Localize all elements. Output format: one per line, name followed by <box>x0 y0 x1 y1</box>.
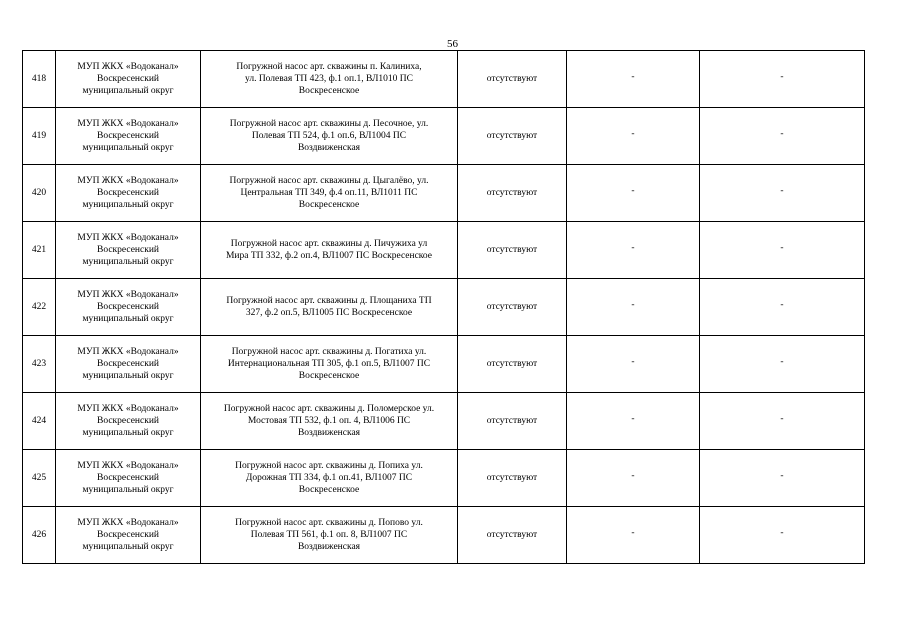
column-6-value: - <box>780 471 784 481</box>
organization-line: Воскресенский <box>97 530 159 540</box>
equipment-table <box>22 50 865 564</box>
table-body <box>23 51 865 564</box>
table-row <box>23 108 865 165</box>
object-line: Полевая ТП 561, ф.1 оп. 8, ВЛ1007 ПС <box>250 530 408 540</box>
status-cell: отсутствуют <box>458 336 567 393</box>
column-5-cell <box>567 108 700 165</box>
column-6-value: - <box>780 357 784 367</box>
object-line: Погружной насос арт. скважины п. Калиниха, <box>236 62 422 72</box>
object-cell <box>201 336 458 393</box>
organization-cell <box>56 450 201 507</box>
column-6-value: - <box>780 129 784 139</box>
row-number: 423 <box>23 336 56 393</box>
column-6-value: - <box>780 414 784 424</box>
column-6-cell <box>700 450 865 507</box>
column-5-cell <box>567 336 700 393</box>
column-6-value: - <box>780 72 784 82</box>
organization-line: МУП ЖКХ «Водоканал» <box>77 62 179 72</box>
organization-line: муниципальный округ <box>82 428 174 438</box>
table-row <box>23 450 865 507</box>
object-line: Полевая ТП 524, ф.1 оп.6, ВЛ1004 ПС <box>251 131 407 141</box>
column-5-cell <box>567 393 700 450</box>
column-6-cell <box>700 393 865 450</box>
object-line: Мира ТП 332, ф.2 оп.4, ВЛ1007 ПС Воскресенское <box>225 251 433 261</box>
object-line: Воскресенское <box>298 485 360 495</box>
column-5-cell <box>567 507 700 564</box>
object-line: Воскресенское <box>298 86 360 96</box>
status-cell: отсутствуют <box>458 507 567 564</box>
table-row <box>23 279 865 336</box>
column-6-value: - <box>780 528 784 538</box>
row-number: 420 <box>23 165 56 222</box>
organization-line: МУП ЖКХ «Водоканал» <box>77 518 179 528</box>
object-cell <box>201 507 458 564</box>
object-line: Погружной насос арт. скважины д. Площаниха ТП <box>226 296 432 306</box>
column-6-cell <box>700 51 865 108</box>
object-line: Погружной насос арт. скважины д. Пичужиха ул <box>230 239 428 249</box>
table-row <box>23 507 865 564</box>
organization-line: МУП ЖКХ «Водоканал» <box>77 176 179 186</box>
column-5-value: - <box>631 357 635 367</box>
column-5-value: - <box>631 414 635 424</box>
object-line: Погружной насос арт. скважины д. Поломерское ул. <box>223 404 435 414</box>
object-cell <box>201 108 458 165</box>
object-line: Интернациональная ТП 305, ф.1 оп.5, ВЛ1007 ПС <box>227 359 431 369</box>
row-number: 426 <box>23 507 56 564</box>
organization-line: Воскресенский <box>97 74 159 84</box>
object-line: 327, ф.2 оп.5, ВЛ1005 ПС Воскресенское <box>245 308 413 318</box>
object-line: Воздвиженская <box>297 143 361 153</box>
row-number: 418 <box>23 51 56 108</box>
status-cell: отсутствуют <box>458 222 567 279</box>
organization-line: МУП ЖКХ «Водоканал» <box>77 404 179 414</box>
table-row <box>23 165 865 222</box>
organization-cell <box>56 393 201 450</box>
column-6-cell <box>700 279 865 336</box>
organization-line: Воскресенский <box>97 416 159 426</box>
object-line: Дорожная ТП 334, ф.1 оп.41, ВЛ1007 ПС <box>245 473 413 483</box>
organization-line: Воскресенский <box>97 188 159 198</box>
organization-line: Воскресенский <box>97 302 159 312</box>
status-cell: отсутствуют <box>458 108 567 165</box>
object-line: Мостовая ТП 532, ф.1 оп. 4, ВЛ1006 ПС <box>247 416 411 426</box>
column-6-cell <box>700 108 865 165</box>
organization-line: Воскресенский <box>97 131 159 141</box>
organization-line: МУП ЖКХ «Водоканал» <box>77 119 179 129</box>
object-cell <box>201 279 458 336</box>
column-5-cell <box>567 450 700 507</box>
status-cell: отсутствуют <box>458 450 567 507</box>
object-cell <box>201 393 458 450</box>
object-cell <box>201 222 458 279</box>
column-5-value: - <box>631 129 635 139</box>
object-line: Погружной насос арт. скважины д. Погатиха ул. <box>231 347 427 357</box>
column-5-cell <box>567 51 700 108</box>
status-cell: отсутствуют <box>458 165 567 222</box>
object-cell <box>201 450 458 507</box>
object-line: ул. Полевая ТП 423, ф.1 оп.1, ВЛ1010 ПС <box>245 74 413 84</box>
organization-line: муниципальный округ <box>82 485 174 495</box>
status-cell: отсутствуют <box>458 279 567 336</box>
object-cell <box>201 51 458 108</box>
column-6-cell <box>700 336 865 393</box>
row-number: 421 <box>23 222 56 279</box>
table-row <box>23 222 865 279</box>
object-line: Воздвиженская <box>297 428 361 438</box>
column-6-cell <box>700 507 865 564</box>
column-6-cell <box>700 165 865 222</box>
column-5-value: - <box>631 528 635 538</box>
column-5-value: - <box>631 186 635 196</box>
column-5-value: - <box>631 471 635 481</box>
organization-cell <box>56 108 201 165</box>
organization-cell <box>56 222 201 279</box>
organization-cell <box>56 51 201 108</box>
organization-line: МУП ЖКХ «Водоканал» <box>77 347 179 357</box>
column-5-value: - <box>631 300 635 310</box>
object-line: Воскресенское <box>298 200 360 210</box>
column-5-value: - <box>631 72 635 82</box>
table-row <box>23 393 865 450</box>
column-5-value: - <box>631 243 635 253</box>
organization-line: муниципальный округ <box>82 200 174 210</box>
object-cell <box>201 165 458 222</box>
column-6-value: - <box>780 300 784 310</box>
object-line: Воскресенское <box>298 371 360 381</box>
column-6-value: - <box>780 186 784 196</box>
organization-cell <box>56 279 201 336</box>
organization-line: муниципальный округ <box>82 143 174 153</box>
organization-line: Воскресенский <box>97 473 159 483</box>
organization-line: муниципальный округ <box>82 542 174 552</box>
object-line: Погружной насос арт. скважины д. Попово ул. <box>235 518 423 528</box>
organization-line: муниципальный округ <box>82 314 174 324</box>
status-cell: отсутствуют <box>458 393 567 450</box>
column-6-value: - <box>780 243 784 253</box>
organization-line: муниципальный округ <box>82 257 174 267</box>
organization-line: МУП ЖКХ «Водоканал» <box>77 290 179 300</box>
object-line: Погружной насос арт. скважины д. Песочное, ул. <box>229 119 429 129</box>
table-row <box>23 51 865 108</box>
organization-cell <box>56 165 201 222</box>
status-cell: отсутствуют <box>458 51 567 108</box>
organization-line: муниципальный округ <box>82 86 174 96</box>
page-number: 56 <box>447 38 458 50</box>
column-5-cell <box>567 165 700 222</box>
row-number: 425 <box>23 450 56 507</box>
organization-line: Воскресенский <box>97 359 159 369</box>
object-line: Воздвиженская <box>297 542 361 552</box>
organization-line: МУП ЖКХ «Водоканал» <box>77 461 179 471</box>
column-5-cell <box>567 279 700 336</box>
row-number: 424 <box>23 393 56 450</box>
organization-line: муниципальный округ <box>82 371 174 381</box>
row-number: 419 <box>23 108 56 165</box>
column-6-cell <box>700 222 865 279</box>
column-5-cell <box>567 222 700 279</box>
organization-line: Воскресенский <box>97 245 159 255</box>
object-line: Погружной насос арт. скважины д. Цыгалёво, ул. <box>229 176 429 186</box>
table-row <box>23 336 865 393</box>
organization-line: МУП ЖКХ «Водоканал» <box>77 233 179 243</box>
organization-cell <box>56 507 201 564</box>
organization-cell <box>56 336 201 393</box>
object-line: Центральная ТП 349, ф.4 оп.11, ВЛ1011 ПС <box>240 188 418 198</box>
row-number: 422 <box>23 279 56 336</box>
object-line: Погружной насос арт. скважины д. Попиха ул. <box>235 461 423 471</box>
